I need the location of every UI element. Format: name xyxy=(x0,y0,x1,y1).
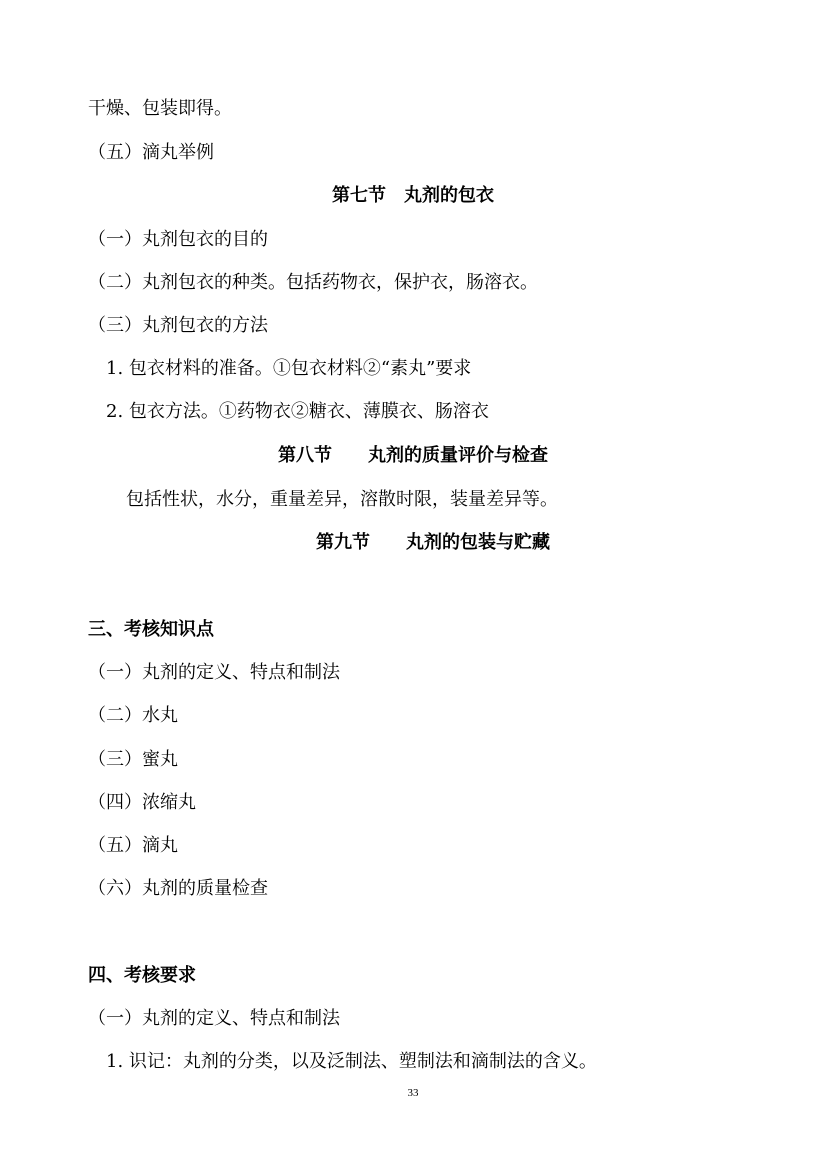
subheading: （二）水丸 xyxy=(88,705,178,726)
subheading: （五）滴丸 xyxy=(88,835,178,856)
subheading: （二）丸剂包衣的种类。包括药物衣，保护衣，肠溶衣。 xyxy=(88,272,538,293)
subheading: （三）丸剂包衣的方法 xyxy=(88,315,268,336)
subheading: （五）滴丸举例 xyxy=(88,142,214,163)
subheading: （六）丸剂的质量检查 xyxy=(88,878,268,899)
section-heading-7: 第七节 丸剂的包衣 xyxy=(332,185,494,206)
subheading: （一）丸剂的定义、特点和制法 xyxy=(88,662,340,683)
list-item: 1. 包衣材料的准备。①包衣材料②“素丸”要求 xyxy=(106,358,472,379)
paragraph: 包括性状，水分，重量差异，溶散时限，装量差异等。 xyxy=(126,489,558,510)
list-item: 2. 包衣方法。①药物衣②糖衣、薄膜衣、肠溶衣 xyxy=(106,401,489,422)
section-heading-9: 第九节 丸剂的包装与贮藏 xyxy=(316,532,550,553)
section-heading-8: 第八节 丸剂的质量评价与检查 xyxy=(278,445,548,466)
chapter-heading-3: 三、考核知识点 xyxy=(88,619,214,640)
subheading: （一）丸剂包衣的目的 xyxy=(88,229,268,250)
subheading: （三）蜜丸 xyxy=(88,749,178,770)
subheading: （四）浓缩丸 xyxy=(88,792,196,813)
text-line: 干燥、包装即得。 xyxy=(88,98,232,119)
page-number: 33 xyxy=(407,1087,419,1099)
subheading: （一）丸剂的定义、特点和制法 xyxy=(88,1008,340,1029)
chapter-heading-4: 四、考核要求 xyxy=(88,965,196,986)
list-item: 1. 识记：丸剂的分类，以及泛制法、塑制法和滴制法的含义。 xyxy=(106,1051,597,1072)
